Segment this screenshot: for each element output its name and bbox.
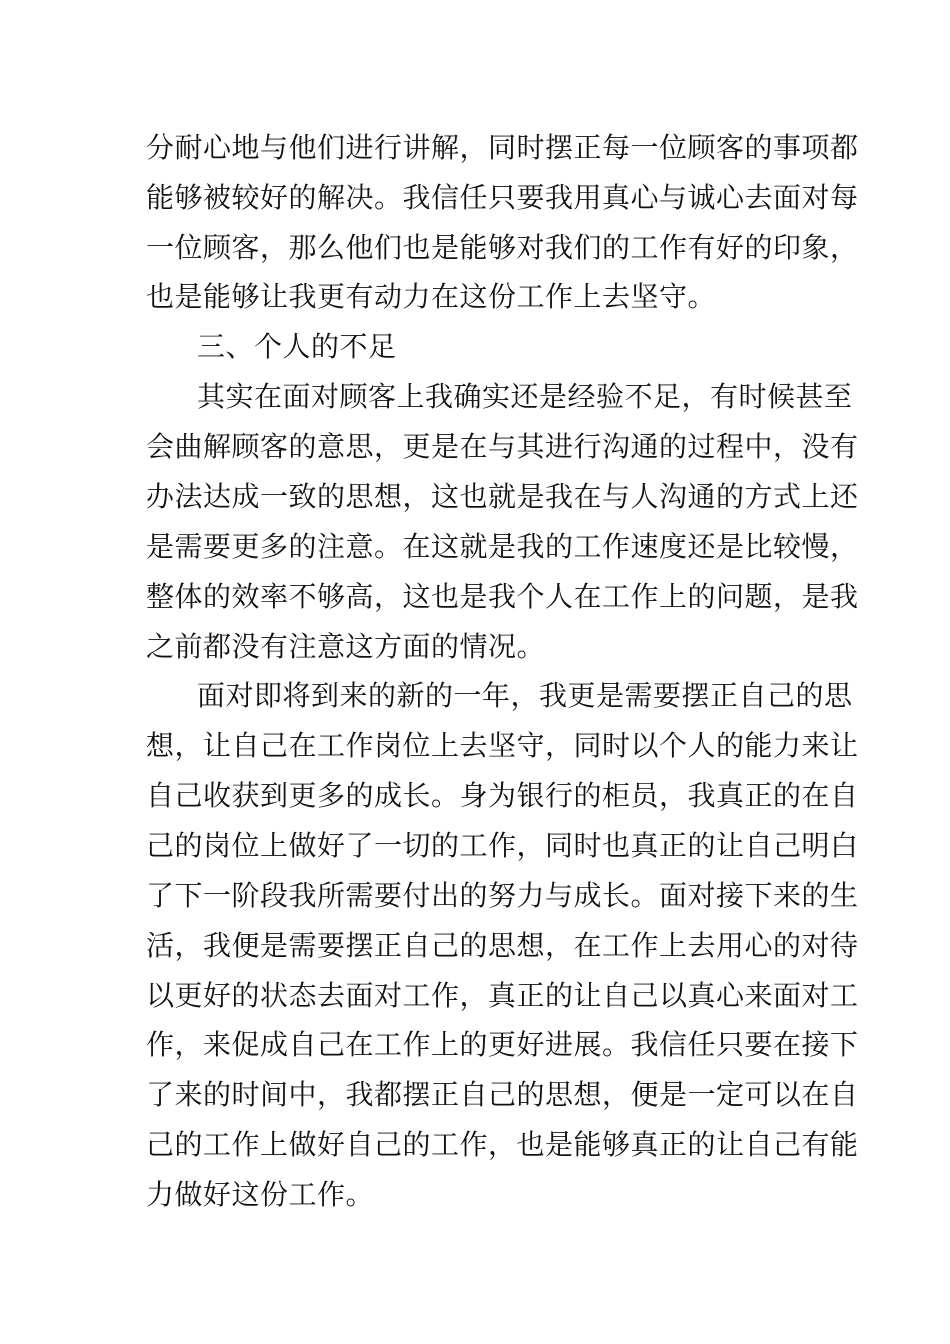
text-line: 之前都没有注意这方面的情况。	[146, 630, 546, 663]
text-line: 也是能够让我更有动力在这份工作上去坚守。	[146, 280, 717, 313]
text-line: 力做好这份工作。	[146, 1178, 375, 1211]
text-line: 是需要更多的注意。在这就是我的工作速度还是比较慢，	[146, 530, 859, 563]
text-line: 以更好的状态去面对工作，真正的让自己以真心来面对工	[146, 979, 859, 1012]
text-line: 了来的时间中，我都摆正自己的思想，便是一定可以在自	[146, 1078, 859, 1111]
text-line: 作，来促成自己在工作上的更好进展。我信任只要在接下	[146, 1028, 859, 1061]
text-line: 办法达成一致的思想，这也就是我在与人沟通的方式上还	[146, 480, 859, 513]
text-line: 自己收获到更多的成长。身为银行的柜员，我真正的在自	[146, 779, 859, 812]
text-line: 会曲解顾客的意思，更是在与其进行沟通的过程中，没有	[146, 430, 859, 463]
text-line: 整体的效率不够高，这也是我个人在工作上的问题，是我	[146, 580, 859, 613]
text-line: 己的岗位上做好了一切的工作，同时也真正的让自己明白	[146, 829, 859, 862]
text-line: 其实在面对顾客上我确实还是经验不足，有时候甚至	[197, 380, 853, 413]
text-line: 分耐心地与他们进行讲解，同时摆正每一位顾客的事项都	[146, 131, 859, 164]
text-line: 想，让自己在工作岗位上去坚守，同时以个人的能力来让	[146, 729, 859, 762]
text-line: 了下一阶段我所需要付出的努力与成长。面对接下来的生	[146, 879, 859, 912]
text-line: 活，我便是需要摆正自己的思想，在工作上去用心的对待	[146, 929, 859, 962]
text-line: 能够被较好的解决。我信任只要我用真心与诚心去面对每	[146, 181, 859, 214]
text-line: 一位顾客，那么他们也是能够对我们的工作有好的印象，	[146, 231, 859, 264]
text-line: 己的工作上做好自己的工作，也是能够真正的让自己有能	[146, 1128, 859, 1161]
text-line: 面对即将到来的新的一年，我更是需要摆正自己的思	[197, 679, 853, 712]
section-heading: 三、个人的不足	[197, 330, 397, 363]
